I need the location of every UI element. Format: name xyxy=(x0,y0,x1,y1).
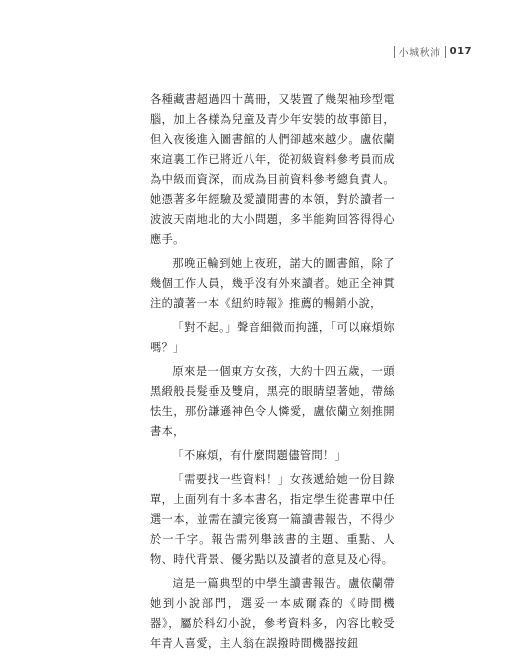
book-title: 小城秋沛 xyxy=(398,48,441,59)
header-divider-left xyxy=(394,46,395,58)
body-text xyxy=(150,90,395,658)
header-divider-right xyxy=(445,46,446,58)
paragraph: 那晚正輪到她上夜班，諾大的圖書館，除了幾個工作人員，幾乎沒有外來讀者。她正全神貫注的讀著一本《紐約時報》推薦的暢銷小說， xyxy=(150,257,395,310)
running-header xyxy=(394,44,472,59)
paragraph: 「需要找一些資料！」女孩遞給她一份目錄單，上面列有十多本書名，指定學生從書單中任選一本，並需在讀完後寫一篇讀書報告，不得少於一千字。報告需列舉該書的主題、重點、人物、時代背景、優劣點以及讀者的意見及心得。 xyxy=(150,473,395,566)
paragraph: 這是一篇典型的中學生讀書報告。盧依蘭帶她到小說部門，選妥一本威爾森的《時間機器》，屬於科幻小說，參考資料多，內容比較受年青人喜愛，主人翁在誤撥時間機器按鈕 xyxy=(150,577,395,650)
page-number: 017 xyxy=(449,46,472,57)
paragraph: 各種藏書超過四十萬冊，又裝置了幾架袖珍型電腦，加上各樣為兒童及青少年安裝的故事節目，但入夜後進入圖書館的人們卻越來越少。盧依蘭來這裏工作已將近八年，從初級資料參考員而成為中級而資深，而成為目前資料參考總負責人。她憑著多年經驗及愛讀閒書的本領，對於讀者一波波天南地北的大小問題，多半能夠回答得得心應手。 xyxy=(150,93,395,246)
paragraph: 「對不起。」聲音細微而拘謹，「可以麻煩妳嗎？」 xyxy=(150,321,395,354)
paragraph: 原來是一個東方女孩，大約十四五歲，一頭黑緞般長髮垂及雙肩，黑亮的眼睛望著她，帶絲怯生，那份謙遜神色令人憐愛，盧依蘭立刻推開書本， xyxy=(150,365,395,438)
paragraph: 「不麻煩，有什麼問題儘管問！」 xyxy=(172,449,347,462)
